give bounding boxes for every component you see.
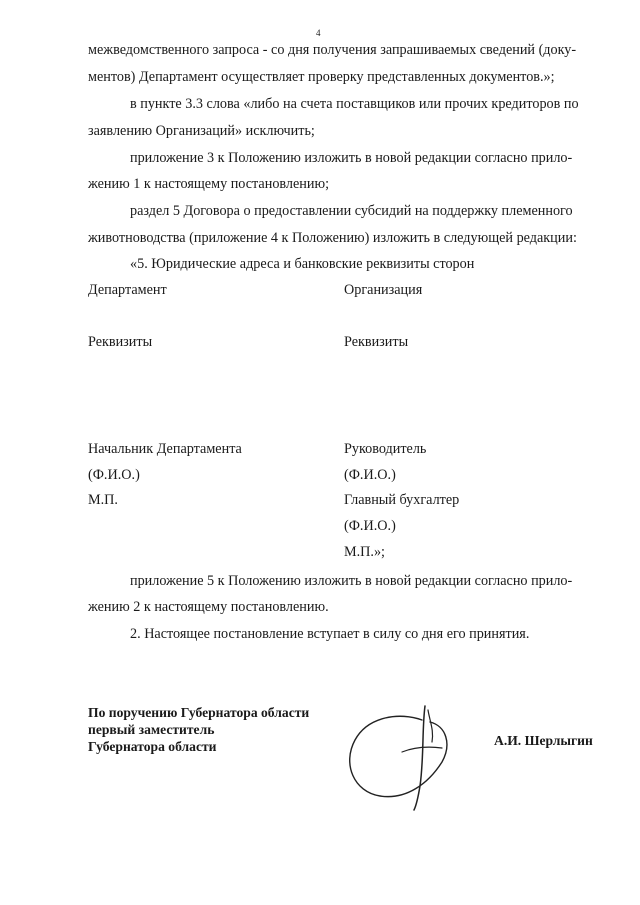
body-line: приложение 5 к Положению изложить в новой редакции согласно прило- — [130, 573, 573, 589]
body-line: приложение 3 к Положению изложить в новой редакции согласно прило- — [130, 150, 573, 166]
handwritten-signature — [330, 698, 460, 813]
right-head-title: Руководитель — [344, 441, 427, 457]
body-line: в пункте 3.3 слова «либо на счета поставщиков или прочих кредиторов по — [130, 96, 579, 112]
page-number: 4 — [316, 28, 321, 38]
right-party-title: Организация — [344, 282, 423, 298]
body-line: ментов) Департамент осуществляет проверку представленных документов.»; — [88, 69, 555, 85]
right-requisites: Реквизиты — [344, 334, 409, 350]
left-requisites: Реквизиты — [88, 334, 153, 350]
body-line: животноводства (приложение 4 к Положению) изложить в следующей редакции: — [88, 230, 577, 246]
left-fio: (Ф.И.О.) — [88, 467, 140, 483]
body-line: межведомственного запроса - со дня получения запрашиваемых сведений (доку- — [88, 42, 577, 58]
left-head-title: Начальник Департамента — [88, 441, 242, 457]
signatory-name: А.И. Шерлыгин — [494, 733, 593, 748]
body-line: раздел 5 Договора о предоставлении субсидий на поддержку племенного — [130, 203, 573, 219]
right-fio: (Ф.И.О.) — [344, 467, 396, 483]
body-line: 2. Настоящее постановление вступает в силу со дня его принятия. — [130, 626, 530, 642]
body-line: заявлению Организаций» исключить; — [88, 123, 315, 139]
body-line: жению 2 к настоящему постановлению. — [88, 599, 329, 615]
body-line: жению 1 к настоящему постановлению; — [88, 176, 330, 192]
signature-line-2: первый заместитель — [88, 722, 215, 737]
right-stamp: М.П.»; — [344, 544, 385, 560]
right-fio-accountant: (Ф.И.О.) — [344, 518, 396, 534]
signature-line-3: Губернатора области — [88, 739, 217, 754]
left-party-title: Департамент — [88, 282, 167, 298]
left-stamp: М.П. — [88, 492, 118, 508]
signature-line-1: По поручению Губернатора области — [88, 705, 310, 720]
section-heading: «5. Юридические адреса и банковские реквизиты сторон — [130, 256, 475, 272]
right-accountant-title: Главный бухгалтер — [344, 492, 460, 508]
